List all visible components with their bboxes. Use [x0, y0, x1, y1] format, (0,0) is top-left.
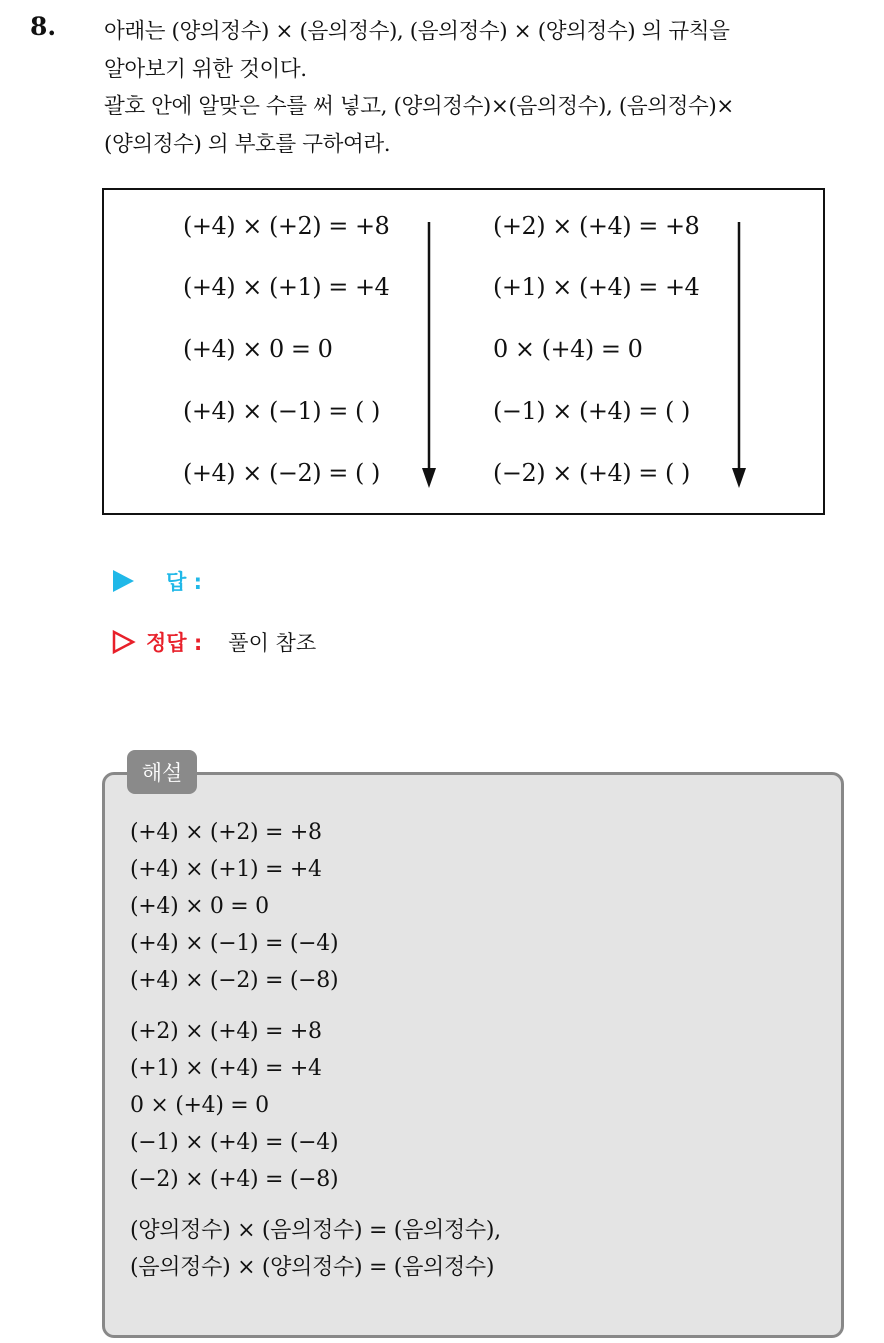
right-equation: (+2) × (+4) = +8	[493, 212, 700, 240]
left-equation: (+4) × (+2) = +8	[183, 212, 390, 240]
solution-line: (+4) × (−2) = (−8)	[130, 968, 339, 993]
play-triangle-icon	[110, 568, 136, 594]
answer-row	[110, 566, 228, 596]
answer-label: 답 :	[166, 570, 202, 594]
right-equation: 0 × (+4) = 0	[493, 335, 643, 363]
solution-conclusion: (양의정수) × (음의정수) = (음의정수),	[130, 1218, 501, 1243]
left-equation-blank[interactable]: (+4) × (−2) = ( )	[183, 459, 380, 487]
question-line: (양의정수) 의 부호를 구하여라.	[104, 131, 391, 157]
down-arrow-icon	[730, 222, 748, 490]
question-line: 알아보기 위한 것이다.	[104, 56, 307, 82]
solution-conclusion: (음의정수) × (양의정수) = (음의정수)	[130, 1255, 495, 1280]
question-line: 괄호 안에 알맞은 수를 써 넣고, (양의정수)×(음의정수), (음의정수)×	[104, 94, 734, 119]
solution-line: (+4) × (+2) = +8	[130, 820, 322, 845]
solution-line: (+4) × (−1) = (−4)	[130, 931, 339, 956]
correct-answer-row	[110, 627, 316, 657]
right-equation-blank[interactable]: (−1) × (+4) = ( )	[493, 397, 690, 425]
outline-triangle-icon	[110, 629, 136, 655]
left-equation: (+4) × (+1) = +4	[183, 273, 390, 301]
solution-line: (+4) × (+1) = +4	[130, 857, 322, 882]
solution-line: (+4) × 0 = 0	[130, 894, 269, 919]
right-equation-blank[interactable]: (−2) × (+4) = ( )	[493, 459, 690, 487]
question-text	[104, 13, 874, 163]
solution-tag: 해설	[127, 750, 197, 794]
right-equation: (+1) × (+4) = +4	[493, 273, 700, 301]
solution-line: (−1) × (+4) = (−4)	[130, 1130, 339, 1155]
correct-answer-value: 풀이 참조	[228, 631, 317, 655]
solution-line: 0 × (+4) = 0	[130, 1093, 269, 1118]
solution-line: (+1) × (+4) = +4	[130, 1056, 322, 1081]
left-equation: (+4) × 0 = 0	[183, 335, 333, 363]
solution-content	[130, 814, 830, 1286]
correct-answer-label: 정답 :	[146, 631, 203, 655]
solution-line: (−2) × (+4) = (−8)	[130, 1167, 339, 1192]
question-line: 아래는 (양의정수) × (음의정수), (음의정수) × (양의정수) 의 규칙을	[104, 19, 730, 44]
left-equation-blank[interactable]: (+4) × (−1) = ( )	[183, 397, 380, 425]
down-arrow-icon	[420, 222, 438, 490]
solution-line: (+2) × (+4) = +8	[130, 1019, 322, 1044]
question-number: 8.	[30, 12, 57, 41]
